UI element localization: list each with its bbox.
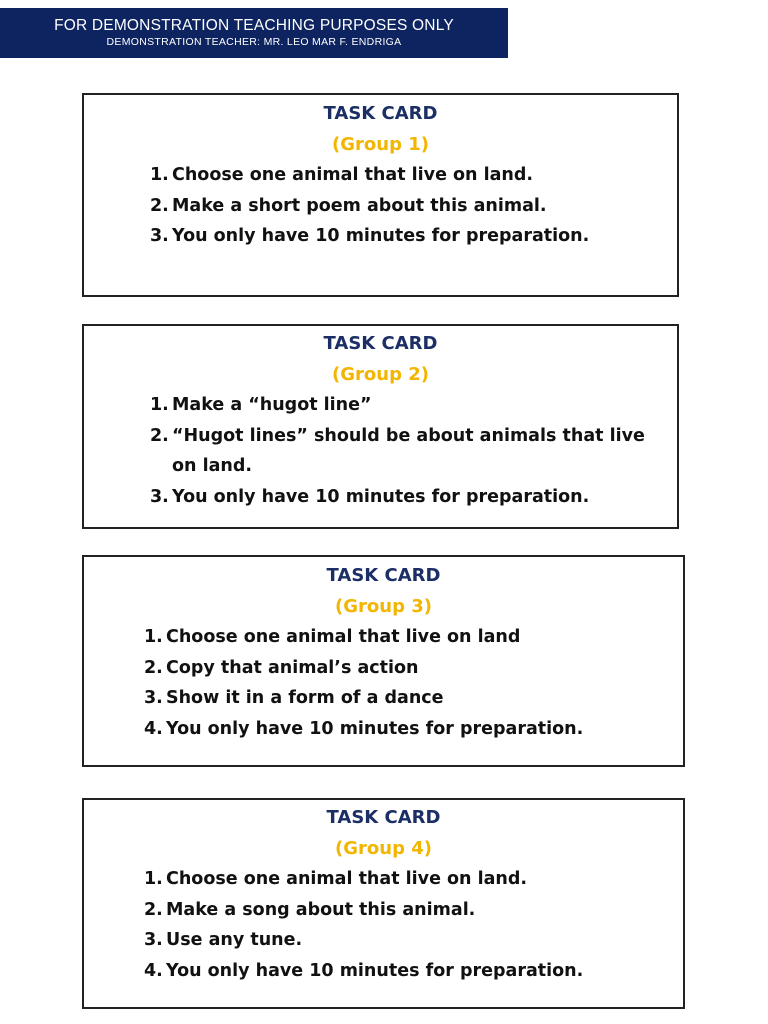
task-card-group-3: [82, 555, 685, 767]
banner-title: FOR DEMONSTRATION TEACHING PURPOSES ONLY: [54, 17, 454, 34]
card-group-label: (Group 3): [335, 596, 432, 617]
banner-teacher: DEMONSTRATION TEACHER: MR. LEO MAR F. ENDRIGA: [106, 36, 402, 48]
demo-banner: [0, 8, 508, 58]
card-title: TASK CARD: [326, 565, 441, 586]
task-card-group-1: [82, 93, 679, 297]
list-item: 3. You only have 10 minutes for preparation.: [150, 226, 590, 246]
list-item: 3. Use any tune.: [144, 930, 303, 950]
task-list: [144, 864, 663, 986]
list-item: 1. Make a “hugot line”: [150, 395, 372, 415]
card-group-label: (Group 4): [335, 838, 432, 859]
list-item: 1. Choose one animal that live on land: [144, 627, 521, 647]
task-card-group-2: [82, 324, 679, 529]
task-list: [150, 390, 667, 512]
list-item: 2. Make a song about this animal.: [144, 899, 476, 920]
card-group-label: (Group 2): [332, 364, 429, 385]
task-list: [150, 160, 657, 252]
list-item: 2. Copy that animal’s action: [144, 657, 419, 678]
list-item: 4. You only have 10 minutes for preparation.: [144, 960, 584, 981]
list-item: 1. Choose one animal that live on land.: [150, 165, 534, 185]
card-title: TASK CARD: [323, 103, 438, 124]
list-item: 1. Choose one animal that live on land.: [144, 869, 528, 889]
card-group-label: (Group 1): [332, 134, 429, 155]
task-list: [144, 622, 663, 744]
task-card-group-4: [82, 798, 685, 1009]
list-item: 4. You only have 10 minutes for preparation.: [144, 718, 584, 739]
card-title: TASK CARD: [323, 333, 438, 354]
card-title: TASK CARD: [326, 807, 441, 828]
list-item: 2. “Hugot lines” should be about animals that live on land.: [150, 425, 645, 476]
list-item: 3. Show it in a form of a dance: [144, 688, 444, 708]
list-item: 2. Make a short poem about this animal.: [150, 195, 547, 216]
list-item: 3. You only have 10 minutes for preparation.: [150, 486, 590, 507]
